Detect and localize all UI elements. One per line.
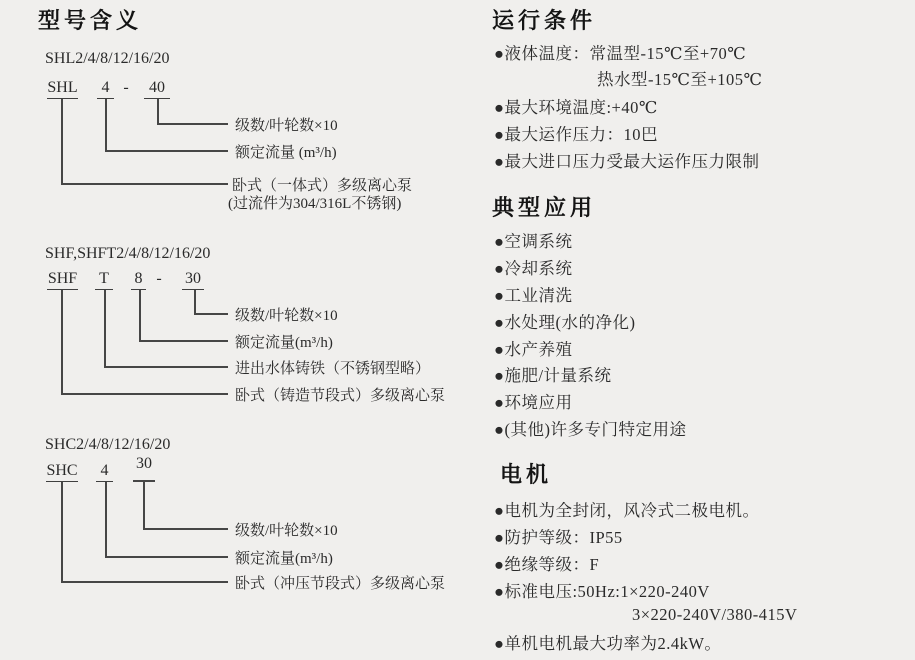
bullet-item: ●环境应用 — [494, 393, 573, 412]
bullet-item: ●水处理(水的净化) — [494, 313, 636, 332]
branch-label: 卧式（一体式）多级离心泵 — [232, 178, 413, 194]
branch-line-horizontal — [105, 150, 228, 152]
bullet-item: ●最大进口压力受最大运作压力限制 — [494, 152, 760, 171]
branch-line-horizontal — [105, 556, 228, 558]
branch-line-horizontal — [143, 528, 228, 530]
section-title-operating-conditions: 运行条件 — [492, 9, 597, 34]
branch-line-horizontal — [104, 366, 228, 368]
section-title-model-meaning: 型号含义 — [38, 9, 143, 34]
branch-line-horizontal — [194, 313, 228, 315]
series-models-shf: SHF,SHFT2/4/8/12/16/20 — [45, 245, 211, 262]
bullet-item: ●单机电机最大功率为2.4kW。 — [494, 634, 722, 653]
branch-label: 额定流量(m³/h) — [235, 551, 333, 567]
bullet-item: ●最大运作压力：10巴 — [494, 125, 658, 144]
branch-label: 级数/叶轮数×10 — [235, 118, 338, 134]
branch-label: 额定流量 (m³/h) — [235, 145, 337, 161]
bullet-item: ●电机为全封闭，风冷式二极电机。 — [494, 501, 760, 520]
branch-label: 卧式（冲压节段式）多级离心泵 — [235, 576, 446, 592]
model-code-part: T — [95, 270, 113, 290]
model-code-part: 30 — [182, 270, 204, 290]
branch-line-horizontal — [61, 393, 228, 395]
section-title-motor: 电机 — [500, 463, 553, 488]
model-code-separator: - — [156, 270, 162, 287]
model-code-part: 30 — [136, 455, 152, 472]
branch-line-horizontal — [139, 340, 228, 342]
branch-label: 级数/叶轮数×10 — [235, 523, 338, 539]
branch-line-vertical — [61, 290, 63, 394]
model-code-part: SHF — [47, 270, 78, 290]
branch-line-vertical — [61, 482, 63, 582]
section-title-typical-applications: 典型应用 — [492, 196, 597, 221]
branch-line-horizontal — [61, 183, 228, 185]
model-code-part: SHL — [47, 79, 78, 99]
model-code-part: 40 — [144, 79, 170, 99]
branch-line-horizontal — [61, 581, 228, 583]
bullet-item: ●空调系统 — [494, 232, 573, 251]
branch-line-vertical — [194, 290, 196, 314]
model-code-part: 4 — [96, 462, 113, 482]
branch-line-vertical — [104, 290, 106, 367]
branch-line-vertical — [139, 290, 141, 341]
bullet-item: ●防护等级：IP55 — [494, 528, 623, 547]
branch-line-vertical — [143, 481, 145, 529]
branch-label: 级数/叶轮数×10 — [235, 308, 338, 324]
model-code-part: 8 — [131, 270, 146, 290]
branch-line-vertical — [157, 99, 159, 124]
bullet-item: ●最大环境温度:+40℃ — [494, 98, 658, 117]
bullet-item: ●(其他)许多专门特定用途 — [494, 420, 687, 439]
bullet-item: ●工业清洗 — [494, 286, 573, 305]
bullet-item: ●施肥/计量系统 — [494, 366, 612, 385]
bullet-item: ●液体温度：常温型-15℃至+70℃ — [494, 44, 747, 63]
branch-line-vertical — [105, 99, 107, 151]
branch-line-vertical — [105, 482, 107, 557]
model-code-part: 4 — [97, 79, 114, 99]
branch-label-note: (过流件为304/316L不锈钢) — [228, 196, 402, 212]
series-models-shc: SHC2/4/8/12/16/20 — [45, 436, 171, 453]
bullet-item: ●水产养殖 — [494, 340, 573, 359]
model-code-separator: - — [123, 79, 129, 96]
bullet-item: ●标准电压:50Hz:1×220-240V — [494, 582, 710, 601]
bullet-item: ●冷却系统 — [494, 259, 573, 278]
branch-line-vertical — [61, 99, 63, 184]
branch-line-horizontal — [157, 123, 228, 125]
branch-label: 卧式（铸造节段式）多级离心泵 — [235, 388, 446, 404]
series-models-shl: SHL2/4/8/12/16/20 — [45, 50, 170, 67]
bullet-item-continuation: 3×220-240V/380-415V — [632, 605, 798, 624]
bullet-item: ●绝缘等级：F — [494, 555, 600, 574]
model-code-part: SHC — [46, 462, 78, 482]
bullet-item-continuation: 热水型-15℃至+105℃ — [597, 70, 763, 89]
branch-label: 额定流量(m³/h) — [235, 335, 333, 351]
branch-label: 进出水体铸铁（不锈钢型略） — [235, 361, 431, 377]
